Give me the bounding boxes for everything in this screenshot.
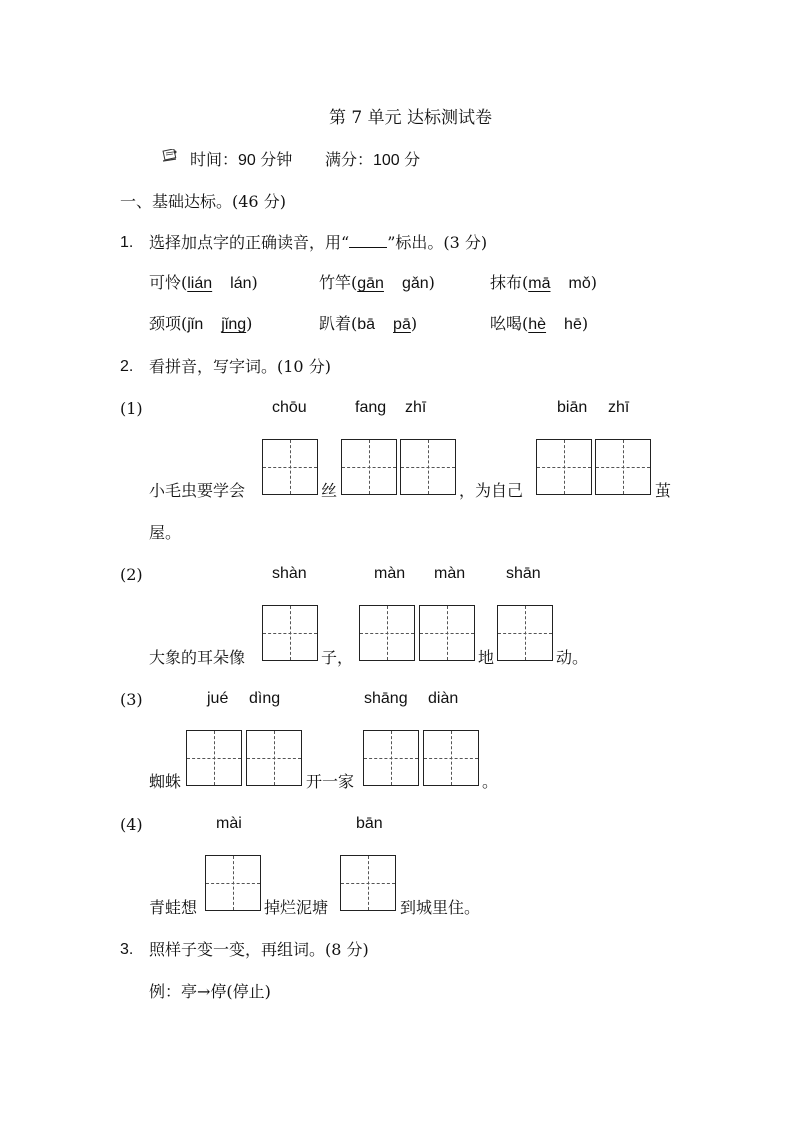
reading-option: 吆喝(hè hē) xyxy=(490,314,589,333)
pinyin-option[interactable]: jǐng xyxy=(221,316,247,333)
pinyin: bān xyxy=(356,815,383,832)
writing-box[interactable] xyxy=(400,439,456,495)
sentence-text: 蜘蛛 xyxy=(149,772,182,791)
sentence-text: 动。 xyxy=(556,648,589,667)
writing-box[interactable] xyxy=(340,855,396,911)
sub-question-label: (2) xyxy=(120,565,143,584)
page-title: 第 7 单元 达标测试卷 xyxy=(329,108,493,128)
sentence-text: 大象的耳朵像 xyxy=(149,648,246,667)
writing-box[interactable] xyxy=(186,730,242,786)
pinyin-option[interactable]: mǒ xyxy=(568,275,591,292)
pinyin-option[interactable]: hè xyxy=(528,316,547,333)
question-prompt: 看拼音，写字词。(10 分) xyxy=(149,357,331,376)
sentence-text: 屋。 xyxy=(149,523,182,542)
pinyin-option[interactable]: lián xyxy=(187,275,213,292)
reading-option: 抹布(mā mǒ) xyxy=(490,273,597,292)
section-heading: 一、基础达标。(46 分) xyxy=(120,192,286,211)
question-number: 3. xyxy=(120,941,134,958)
sub-question-label: (1) xyxy=(120,399,143,418)
question-number: 2. xyxy=(120,358,134,375)
pinyin: shān xyxy=(506,565,541,582)
pinyin-option[interactable]: gǎn xyxy=(401,275,429,292)
pinyin: dìng xyxy=(249,690,281,707)
pinyin: diàn xyxy=(428,690,459,707)
writing-box[interactable] xyxy=(359,605,415,661)
reading-option: 竹竿(gān gǎn) xyxy=(319,273,435,292)
sentence-text: ，为自己 xyxy=(459,481,524,500)
writing-box[interactable] xyxy=(497,605,553,661)
sentence-text: 到城里住。 xyxy=(400,898,481,917)
pinyin: biān xyxy=(557,399,588,416)
pinyin-option[interactable]: jǐn xyxy=(187,316,204,333)
sentence-text: 子， xyxy=(321,648,354,667)
writing-box[interactable] xyxy=(262,605,318,661)
question-prompt: 照样子变一变，再组词。(8 分) xyxy=(149,940,369,959)
pinyin: màn xyxy=(374,565,406,582)
pinyin: zhī xyxy=(608,399,630,416)
test-paper-icon xyxy=(161,149,178,163)
reading-option: 趴着(bā pā) xyxy=(319,314,418,333)
writing-box[interactable] xyxy=(262,439,318,495)
sentence-text: 。 xyxy=(482,772,499,791)
sub-question-label: (4) xyxy=(120,815,143,834)
pinyin: jué xyxy=(207,690,229,707)
example-text: 例：亭→停(停止) xyxy=(149,982,271,1001)
pinyin-option[interactable]: bā xyxy=(357,316,376,333)
prompt-text: ”标出。(3 分) xyxy=(387,233,488,252)
underline-sample xyxy=(349,233,387,248)
sentence-text: 地 xyxy=(478,648,495,667)
time-limit: 时间：90 分钟 xyxy=(190,152,293,169)
writing-box[interactable] xyxy=(363,730,419,786)
question-number: 1. xyxy=(120,234,134,251)
pinyin: shāng xyxy=(364,690,408,707)
pinyin: mài xyxy=(216,815,242,832)
reading-option: 可怜(lián lán) xyxy=(149,273,258,292)
sentence-text: 丝 xyxy=(321,481,338,500)
writing-box[interactable] xyxy=(423,730,479,786)
sentence-text: 掉烂泥塘 xyxy=(264,898,329,917)
writing-box[interactable] xyxy=(341,439,397,495)
writing-box[interactable] xyxy=(595,439,651,495)
full-score: 满分：100 分 xyxy=(325,152,421,169)
pinyin-option[interactable]: lán xyxy=(230,275,252,292)
pinyin-option[interactable]: hē xyxy=(564,316,582,333)
pinyin: fang xyxy=(355,399,387,416)
writing-box[interactable] xyxy=(419,605,475,661)
writing-box[interactable] xyxy=(536,439,592,495)
writing-box[interactable] xyxy=(205,855,261,911)
prompt-text: 选择加点字的正确读音，用“ xyxy=(149,233,350,252)
sentence-text: 开一家 xyxy=(306,772,355,791)
pinyin-option[interactable]: gān xyxy=(357,275,384,292)
pinyin: màn xyxy=(434,565,466,582)
pinyin: shàn xyxy=(272,565,307,582)
sentence-text: 小毛虫要学会 xyxy=(149,481,246,500)
pinyin-option[interactable]: pā xyxy=(393,316,411,333)
sentence-text: 青蛙想 xyxy=(149,898,198,917)
reading-option: 颈项(jǐn jǐng) xyxy=(149,314,253,333)
pinyin: zhī xyxy=(405,399,427,416)
writing-box[interactable] xyxy=(246,730,302,786)
sentence-text: 茧 xyxy=(655,481,672,500)
pinyin: chōu xyxy=(272,399,307,416)
question-prompt xyxy=(149,233,487,253)
sub-question-label: (3) xyxy=(120,690,143,709)
pinyin-option[interactable]: mā xyxy=(528,275,551,292)
